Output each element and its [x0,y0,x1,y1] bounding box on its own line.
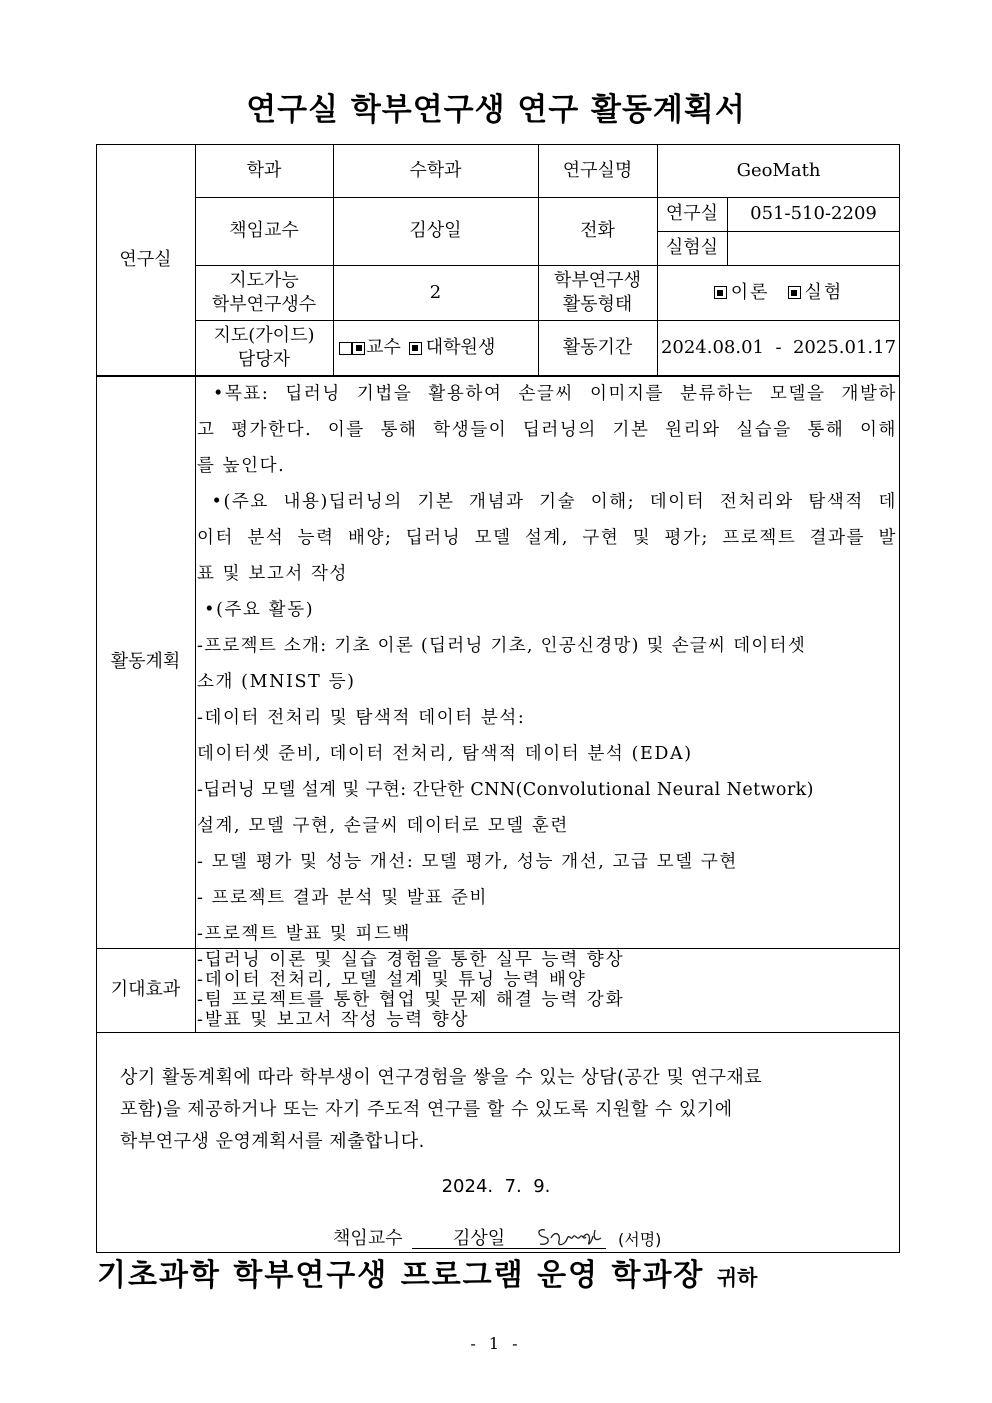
grad-student-option-label: 대학원생 [425,337,496,358]
declaration-line: 포함)을 제공하거나 또는 자기 주도적 연구를 할 수 있도록 지원할 수 있기에 [120,1099,733,1120]
guide-label [195,320,333,376]
phone-label: 전화 [580,220,615,241]
plan-content [197,376,897,952]
plan-label: 활동계획 [110,651,181,672]
experiment-checkbox[interactable] [788,286,801,299]
effects-content [197,950,625,1030]
professor-checkbox-empty[interactable] [339,342,352,355]
plan-line: •목표: 딥러닝 기법을 활용하여 손글씨 이미지를 분류하는 모델을 개발하 [197,384,897,404]
capacity-label [195,265,333,320]
period-value: 2024.08.01 - 2025.01.17 [660,337,897,358]
signature-label: (서명) [618,1230,662,1249]
plan-line: -데이터 전처리 및 탐색적 데이터 분석: [197,708,526,728]
plan-line: 설계, 모델 구현, 손글씨 데이터로 모델 훈련 [197,816,569,836]
plan-line: 고 평가한다. 이를 통해 학생들이 딥러닝의 기본 원리와 실습을 통해 이해 [197,420,897,440]
guide-options [333,320,538,376]
signer-name: 김상일 [453,1228,506,1249]
recipient-honorific: 귀하 [716,1266,758,1290]
plan-line: -프로젝트 발표 및 피드백 [197,924,412,944]
activity-type-label-line2: 활동형태 [562,293,633,315]
effect-line: -딥러닝 이론 및 실습 경험을 통한 실무 능력 향상 [197,950,625,970]
page-number: - 1 - [470,1334,522,1353]
capacity-label-line2: 학부연구생수 [211,293,317,315]
recipient-text: 기초과학 학부연구생 프로그램 운영 학과장 [97,1258,705,1293]
guide-label-line2: 담당자 [237,349,291,370]
capacity-label-line1: 지도가능 [229,269,299,291]
plan-line: - 모델 평가 및 성능 개선: 모델 평가, 성능 개선, 고급 모델 구현 [197,852,738,872]
submission-date: 2024. 7. 9. [441,1176,551,1197]
plan-line: •(주요 내용)딥러닝의 기본 개념과 기술 이해; 데이터 전처리와 탐색적 데 [197,492,897,512]
plan-line: 이터 분석 능력 배양; 딥러닝 모델 설계, 구현 및 평가; 프로젝트 결과를 발 [197,528,897,548]
plan-line: •(주요 활동) [197,600,315,620]
declaration-text [120,1062,880,1158]
plan-line: 소개 (MNIST 등) [197,672,356,692]
handwritten-signature [535,1224,607,1250]
activity-type-label [538,265,657,320]
experiment-option-label: 실험 [804,281,844,303]
signer-role: 책임교수 [333,1228,403,1249]
phone-exp-label: 실험실 [665,237,719,258]
declaration-line: 상기 활동계획에 따라 학부생이 연구경험을 쌓을 수 있는 상담(공간 및 연구재료 [120,1067,763,1088]
plan-line: 데이터셋 준비, 데이터 전처리, 탐색적 데이터 분석 (EDA) [197,744,693,764]
period-label: 활동기간 [562,337,633,358]
declaration-line: 학부연구생 운영계획서를 제출합니다. [120,1131,425,1152]
activity-type-options [657,265,900,320]
dept-label: 학과 [246,159,282,181]
effect-line: -발표 및 보고서 작성 능력 향상 [197,1010,470,1030]
theory-checkbox[interactable] [714,286,727,299]
theory-option-label: 이론 [730,281,770,303]
grad-student-checkbox[interactable] [409,342,422,355]
capacity-value: 2 [429,281,442,303]
lab-section-label: 연구실 [119,249,172,270]
phone-lab-value: 051-510-2209 [750,203,877,224]
plan-line: 를 높인다. [197,456,286,476]
plan-line: -딥러닝 모델 설계 및 구현: 간단한 CNN(Convolutional Neural Network) [197,780,814,800]
recipient-line [97,1250,757,1294]
professor-option-label: 교수 [366,337,401,358]
professor-value: 김상일 [409,220,462,241]
lab-name-label: 연구실명 [562,159,633,181]
activity-type-label-line1: 학부연구생 [554,269,641,291]
effect-line: -데이터 전처리, 모델 설계 및 튜닝 능력 배양 [197,970,587,990]
professor-checkbox[interactable] [352,342,365,355]
plan-line: - 프로젝트 결과 분석 및 발표 준비 [197,888,489,908]
professor-label: 책임교수 [229,220,299,241]
plan-line: -프로젝트 소개: 기초 이론 (딥러닝 기초, 인공신경망) 및 손글씨 데이터셋 [197,636,807,656]
document-title: 연구실 학부연구생 연구 활동계획서 [246,92,746,128]
plan-line: 표 및 보고서 작성 [197,564,349,584]
lab-name-value: GeoMath [736,159,821,181]
effects-label: 기대효과 [110,979,181,1000]
guide-label-line1: 지도(가이드) [213,325,315,346]
dept-value: 수학과 [409,159,462,181]
phone-exp-value [727,231,900,265]
effect-line: -팀 프로젝트를 통한 협업 및 문제 해결 능력 강화 [197,990,625,1010]
phone-lab-label: 연구실 [665,203,719,224]
